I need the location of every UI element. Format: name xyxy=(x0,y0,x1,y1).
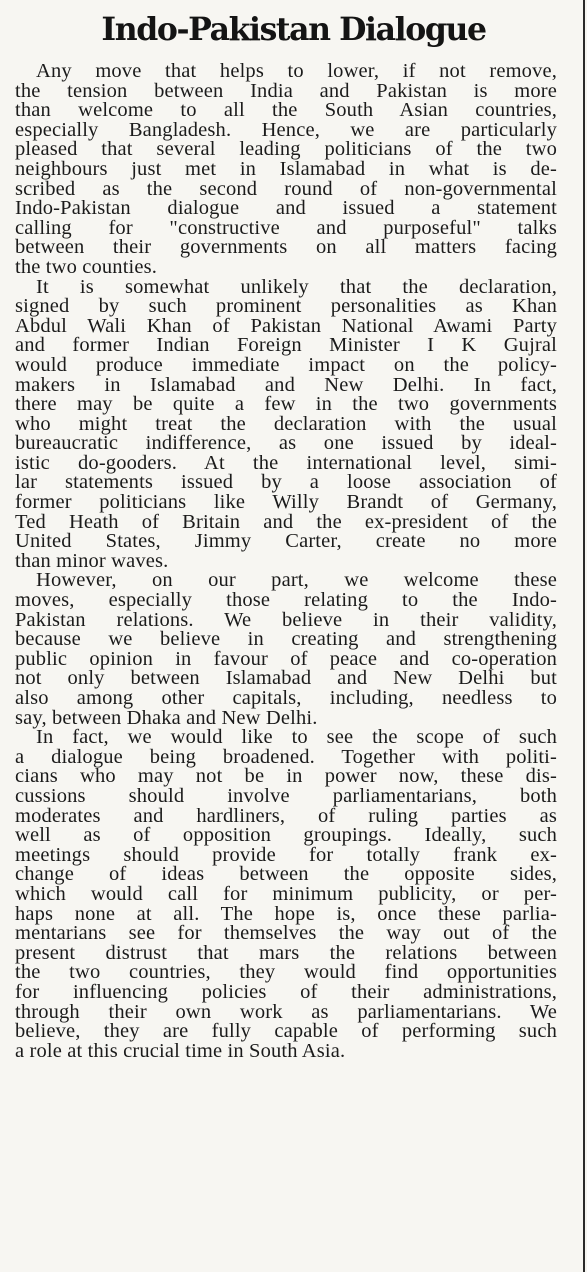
article-paragraph xyxy=(15,728,557,1061)
article-line: change of ideas between the opposite sides, xyxy=(15,863,557,886)
article-line: However, on our part, we welcome these xyxy=(36,569,557,592)
article-line: Indo-Pakistan dialogue and issued a statement xyxy=(15,197,557,220)
article-paragraph xyxy=(15,275,557,572)
article-line: present distrust that mars the relations between xyxy=(15,941,557,964)
article-line: through their own work as parliamentarians. We xyxy=(15,1000,557,1023)
article-line: former politicians like Willy Brandt of Germany, xyxy=(15,491,557,514)
article-line: Pakistan relations. We believe in their validity, xyxy=(15,608,557,631)
article-line: meetings should provide for totally frank ex- xyxy=(15,843,557,866)
article-line: especially Bangladesh. Hence, we are particularly xyxy=(15,118,557,141)
article-line: bureaucratic indifference, as one issued by ideal- xyxy=(15,432,557,455)
article-line: cussions should involve parliamentarians, both xyxy=(15,784,557,807)
article-line: pleased that several leading politicians of the two xyxy=(15,138,557,161)
article-line: between their governments on all matters facing xyxy=(15,236,557,259)
article-line: say, between Dhaka and New Delhi. xyxy=(15,706,318,729)
article-line: makers in Islamabad and New Delhi. In fact, xyxy=(15,373,557,396)
article-line: Any move that helps to lower, if not remove, xyxy=(36,60,557,82)
article-line: the two counties. xyxy=(15,255,158,278)
article-line: public opinion in favour of peace and co-operation xyxy=(15,647,557,670)
article-line: moves, especially those relating to the Indo- xyxy=(15,589,557,612)
article-line: United States, Jimmy Carter, create no more xyxy=(15,530,557,553)
article-line: the two countries, they would find opportunities xyxy=(15,961,557,984)
article-paragraph xyxy=(15,62,557,278)
article-headline: Indo-Pakistan Dialogue xyxy=(101,11,486,48)
article-line: who might treat the declaration with the usual xyxy=(15,412,557,435)
article-line: believe, they are fully capable of performing such xyxy=(15,1020,557,1043)
article-line: signed by such prominent personalities as Khan xyxy=(15,295,557,318)
column-rule xyxy=(583,0,585,1272)
article-line: the tension between India and Pakistan is more xyxy=(15,79,557,102)
article-line: than welcome to all the South Asian countries, xyxy=(15,99,557,122)
article-paragraph xyxy=(15,571,557,728)
article-line: lar statements issued by a loose association of xyxy=(15,471,557,494)
article-line: Abdul Wali Khan of Pakistan National Awami Party xyxy=(15,314,557,337)
article-line: istic do-gooders. At the international level, simi- xyxy=(15,451,557,474)
article-line: would produce immediate impact on the policy- xyxy=(15,353,557,376)
article-line: not only between Islamabad and New Delhi but xyxy=(15,667,557,690)
article-line: haps none at all. The hope is, once these parlia- xyxy=(15,902,557,925)
article-line: for influencing policies of their administrations, xyxy=(15,980,557,1003)
article-line: which would call for minimum publicity, or per- xyxy=(15,882,557,905)
article-line: In fact, we would like to see the scope of such xyxy=(36,726,557,749)
article-line: well as of opposition groupings. Ideally, such xyxy=(15,824,557,847)
article-line: than minor waves. xyxy=(15,549,169,572)
article-body xyxy=(15,62,557,1061)
article-line: a role at this crucial time in South Asia. xyxy=(15,1039,346,1062)
article-line: there may be quite a few in the two governments xyxy=(15,393,557,416)
article-line: moderates and hardliners, of ruling parties as xyxy=(15,804,557,827)
article-line: It is somewhat unlikely that the declaration, xyxy=(36,275,557,298)
article-line: scribed as the second round of non-governmental xyxy=(15,177,557,200)
article-line: and former Indian Foreign Minister I K Gujral xyxy=(15,334,557,357)
article-line: mentarians see for themselves the way out of the xyxy=(15,922,557,945)
article-line: calling for "constructive and purposeful" talks xyxy=(15,216,557,239)
article-line: neighbours just met in Islamabad in what is de- xyxy=(15,157,557,180)
article-line: Ted Heath of Britain and the ex-president of the xyxy=(15,510,557,533)
article-line: cians who may not be in power now, these dis- xyxy=(15,765,557,788)
article-line: a dialogue being broadened. Together with politi- xyxy=(15,745,557,768)
article-line: because we believe in creating and strengthening xyxy=(15,628,557,651)
article-line: also among other capitals, including, needless to xyxy=(15,687,557,709)
